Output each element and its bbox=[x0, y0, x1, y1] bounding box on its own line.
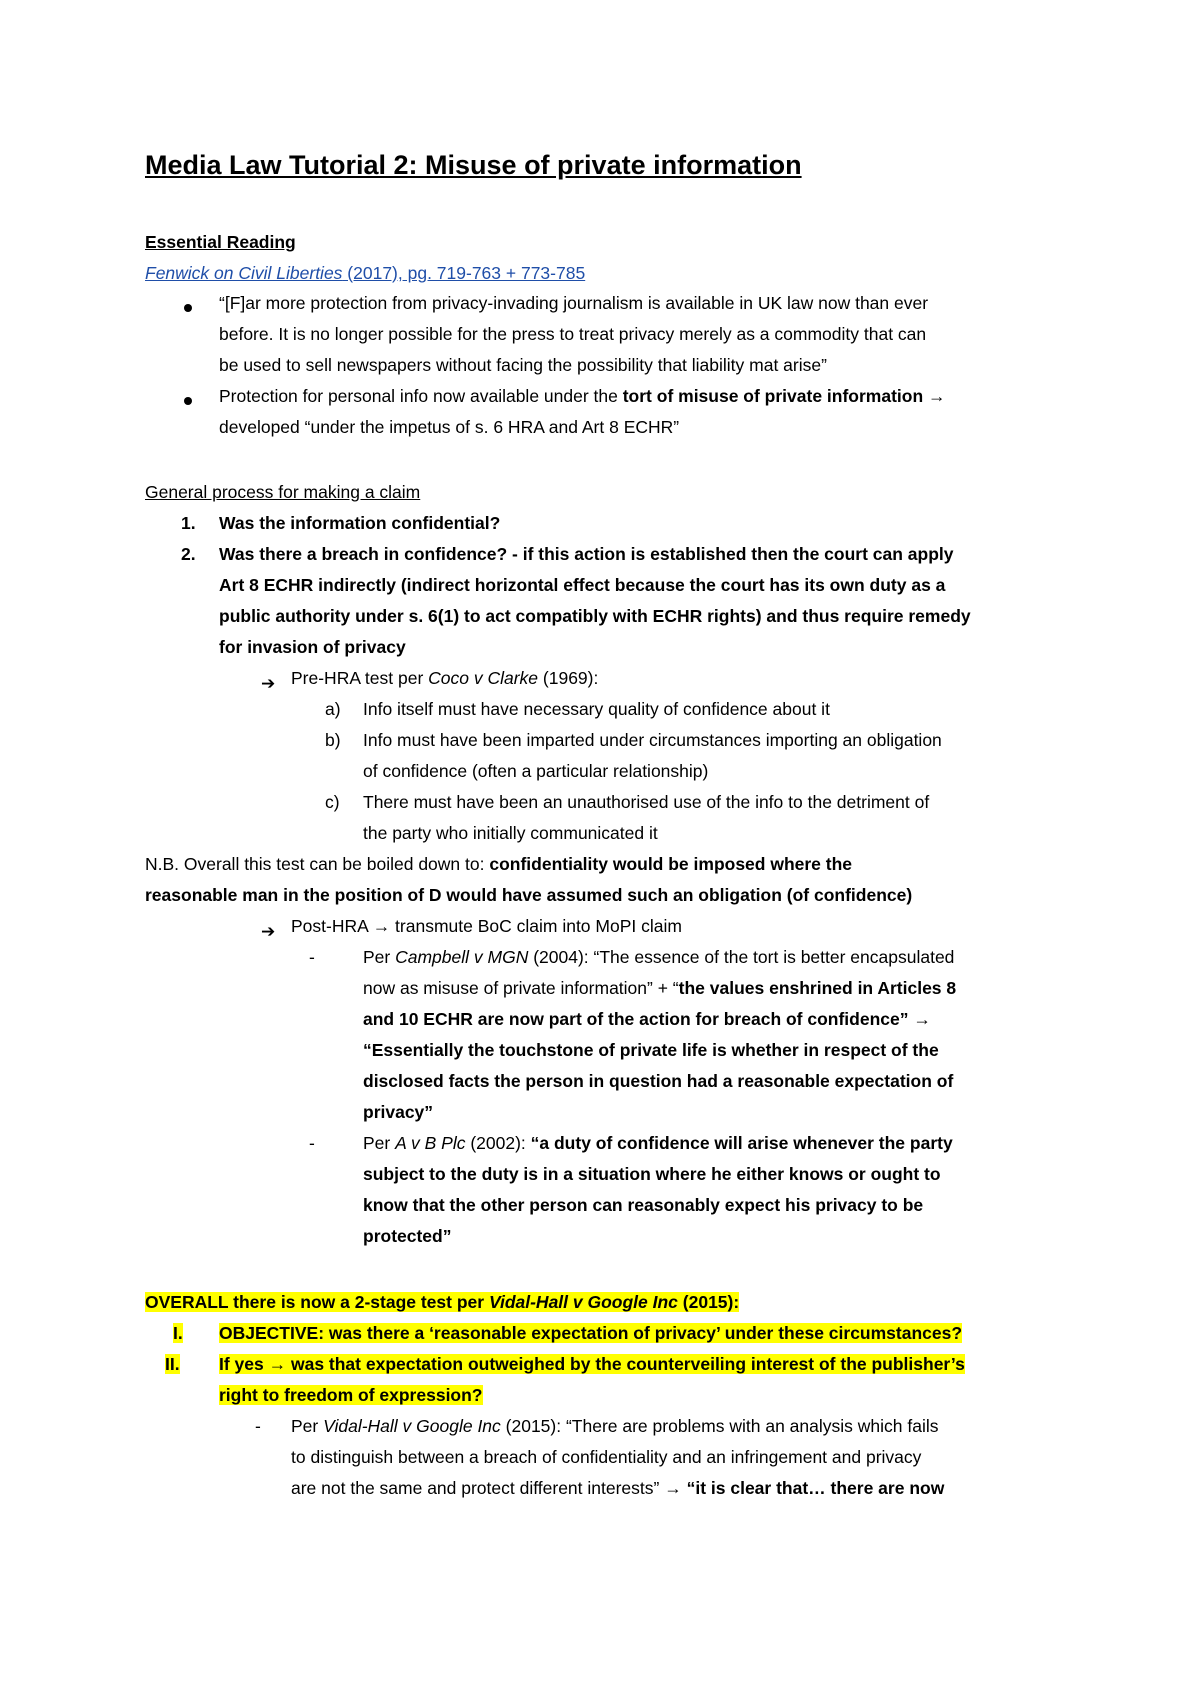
campbell-text: (2004): “The essence of the tort is better encapsulated bbox=[528, 947, 955, 967]
campbell-line-3 bbox=[363, 1009, 931, 1030]
vidal-line-3 bbox=[291, 1478, 944, 1499]
bullet-dot bbox=[184, 397, 192, 405]
letter-a-line-1: Info itself must have necessary quality of confidence about it bbox=[363, 699, 830, 719]
campbell-line-4: “Essentially the touchstone of private life is whether in respect of the bbox=[363, 1040, 939, 1060]
avb-line-4: protected” bbox=[363, 1226, 452, 1246]
roman-2-line-2: right to freedom of expression? bbox=[219, 1385, 483, 1405]
bullet-2-text-bold: tort of misuse of private information bbox=[622, 386, 924, 406]
numbered-marker: 2. bbox=[181, 544, 196, 564]
avb-bold-text: “a duty of confidence will arise whenever the party bbox=[530, 1133, 953, 1153]
dash-marker: - bbox=[255, 1416, 261, 1436]
overall-line bbox=[145, 1292, 739, 1313]
roman-2-line-1: If yes → was that expectation outweighed by the counterveiling interest of the publisher’s bbox=[219, 1354, 965, 1374]
vidal-bold-text: “it is clear that… there are now bbox=[686, 1478, 945, 1498]
vidal-text: (2015): “There are problems with an analysis which fails bbox=[500, 1416, 939, 1436]
overall-case: Vidal-Hall v Google Inc bbox=[488, 1292, 678, 1312]
avb-case: A v B Plc bbox=[395, 1133, 466, 1153]
avb-line-1 bbox=[363, 1133, 953, 1154]
pre-hra-case: Coco v Clarke bbox=[428, 668, 539, 688]
bullet-dot bbox=[184, 304, 192, 312]
avb-line-2: subject to the duty is in a situation where he either knows or ought to bbox=[363, 1164, 941, 1184]
bullet-2-line-1 bbox=[219, 386, 946, 407]
arrow-bullet-icon: ➔ bbox=[261, 922, 276, 941]
bullet-2-line-2: developed “under the impetus of s. 6 HRA and Art 8 ECHR” bbox=[219, 417, 680, 437]
avb-line-3: know that the other person can reasonably expect his privacy to be bbox=[363, 1195, 924, 1215]
overall-year: (2015): bbox=[677, 1292, 740, 1312]
avb-year: (2002): bbox=[465, 1133, 531, 1153]
campbell-line-5: disclosed facts the person in question had a reasonable expectation of bbox=[363, 1071, 954, 1091]
bullet-1-line-2: before. It is no longer possible for the press to treat privacy merely as a commodity that can bbox=[219, 324, 927, 344]
dash-marker: - bbox=[309, 947, 315, 967]
overall-text: OVERALL there is now a 2-stage test per bbox=[145, 1292, 489, 1312]
reading-pages-link[interactable]: (2017), pg. 719-763 + 773-785 bbox=[342, 263, 586, 283]
letter-b-line-2: of confidence (often a particular relationship) bbox=[363, 761, 709, 781]
bullet-2-text-a: Protection for personal info now available under the bbox=[219, 386, 623, 406]
pre-hra-year: (1969): bbox=[538, 668, 599, 688]
roman-marker: I. bbox=[173, 1323, 183, 1343]
nb-bold-text: confidentiality would be imposed where the bbox=[489, 854, 853, 874]
numbered-2-line-2: Art 8 ECHR indirectly (indirect horizontal effect because the court has its own duty as a bbox=[219, 575, 946, 595]
numbered-2-line-1: Was there a breach in confidence? - if this action is established then the court can apply bbox=[219, 544, 954, 564]
letter-marker: c) bbox=[325, 792, 340, 812]
nb-line-1 bbox=[145, 854, 852, 875]
campbell-per: Per bbox=[363, 947, 396, 967]
roman-1-line-1: OBJECTIVE: was there a ‘reasonable expectation of privacy’ under these circumstances? bbox=[219, 1323, 963, 1343]
roman-marker: II. bbox=[165, 1354, 180, 1374]
vidal-per: Per bbox=[291, 1416, 324, 1436]
campbell-line-6: privacy” bbox=[363, 1102, 434, 1122]
campbell-line-1 bbox=[363, 947, 954, 968]
bullet-1-line-1: “[F]ar more protection from privacy-invading journalism is available in UK law now than ever bbox=[219, 293, 929, 313]
pre-hra-text: Pre-HRA test per bbox=[291, 668, 429, 688]
general-process-heading: General process for making a claim bbox=[145, 482, 421, 502]
reading-reference[interactable] bbox=[145, 263, 585, 284]
bullet-2-arrow: → bbox=[923, 386, 946, 406]
dash-marker: - bbox=[309, 1133, 315, 1153]
campbell-bold-text: the values enshrined in Articles 8 bbox=[678, 978, 957, 998]
vidal-text: are not the same and protect different interests” → bbox=[291, 1478, 687, 1498]
vidal-case: Vidal-Hall v Google Inc bbox=[323, 1416, 501, 1436]
numbered-2-line-3: public authority under s. 6(1) to act compatibly with ECHR rights) and thus require remedy bbox=[219, 606, 971, 626]
campbell-line-2 bbox=[363, 978, 956, 999]
letter-marker: a) bbox=[325, 699, 341, 719]
letter-c-line-1: There must have been an unauthorised use of the info to the detriment of bbox=[363, 792, 930, 812]
vidal-line-2: to distinguish between a breach of confidentiality and an infringement and privacy bbox=[291, 1447, 922, 1467]
letter-marker: b) bbox=[325, 730, 341, 750]
campbell-case: Campbell v MGN bbox=[395, 947, 529, 967]
nb-text: N.B. Overall this test can be boiled down to: bbox=[145, 854, 490, 874]
campbell-bold-text: and 10 ECHR are now part of the action for breach of confidence” bbox=[363, 1009, 909, 1029]
avb-per: Per bbox=[363, 1133, 396, 1153]
letter-b-line-1: Info must have been imparted under circumstances importing an obligation bbox=[363, 730, 942, 750]
arrow-bullet-icon: ➔ bbox=[261, 674, 276, 693]
numbered-1-line-1: Was the information confidential? bbox=[219, 513, 501, 533]
page-title: Media Law Tutorial 2: Misuse of private information bbox=[145, 150, 802, 180]
essential-reading-heading: Essential Reading bbox=[145, 232, 296, 252]
vidal-line-1 bbox=[291, 1416, 939, 1437]
numbered-marker: 1. bbox=[181, 513, 196, 533]
post-hra-line: Post-HRA → transmute BoC claim into MoPI claim bbox=[291, 916, 682, 936]
nb-line-2: reasonable man in the position of D would have assumed such an obligation (of confidence) bbox=[145, 885, 913, 905]
numbered-2-line-4: for invasion of privacy bbox=[219, 637, 406, 657]
pre-hra-line bbox=[291, 668, 598, 689]
campbell-arrow: → bbox=[908, 1009, 931, 1029]
letter-c-line-2: the party who initially communicated it bbox=[363, 823, 658, 843]
bullet-1-line-3: be used to sell newspapers without facing the possibility that liability mat arise” bbox=[219, 355, 827, 375]
campbell-text: now as misuse of private information” + “ bbox=[363, 978, 679, 998]
reading-book-link[interactable]: Fenwick on Civil Liberties bbox=[145, 263, 343, 283]
